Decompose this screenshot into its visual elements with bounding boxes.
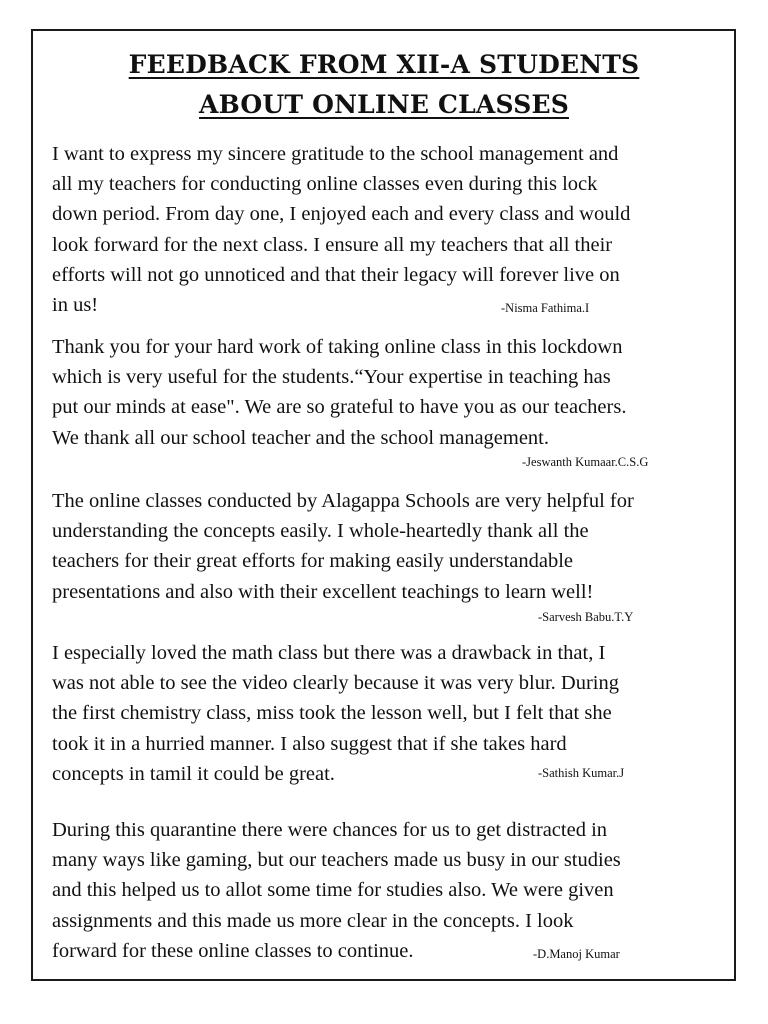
feedback-line: I want to express my sincere gratitude to the school management and (52, 143, 619, 165)
feedback-signature-2: -Jeswanth Kumaar.C.S.G (522, 455, 649, 469)
feedback-line: efforts will not go unnoticed and that their legacy will forever live on (52, 263, 620, 286)
feedback-line: concepts in tamil it could be great. (52, 762, 335, 785)
feedback-line: all my teachers for conducting online classes even during this lock (52, 173, 598, 196)
feedback-line: took it in a hurried manner. I also suggest that if she takes hard (52, 732, 567, 755)
feedback-line: teachers for their great efforts for making easily understandable (52, 550, 574, 573)
feedback-line: down period. From day one, I enjoyed each and every class and would (52, 203, 631, 226)
feedback-line: which is very useful for the students.“Your expertise in teaching has (52, 366, 611, 389)
feedback-line: put our minds at ease". We are so grateful to have you as our teachers. (52, 396, 627, 419)
feedback-line: in us! (52, 293, 99, 316)
feedback-line: Thank you for your hard work of taking online class in this lockdown (52, 336, 623, 358)
feedback-line: I especially loved the math class but there was a drawback in that, I (52, 642, 606, 664)
feedback-line: look forward for the next class. I ensure all my teachers that all their (52, 233, 613, 256)
feedback-signature-4: -Sathish Kumar.J (538, 766, 625, 780)
feedback-line: the first chemistry class, miss took the lesson well, but I felt that she (52, 702, 612, 725)
feedback-signature-1: -Nisma Fathima.I (501, 301, 590, 315)
feedback-line: understanding the concepts easily. I whole-heartedly thank all the (52, 520, 589, 543)
page-title-line-1: FEEDBACK FROM XII-A STUDENTS (128, 50, 640, 79)
feedback-signature-5: -D.Manoj Kumar (533, 947, 620, 961)
feedback-line: forward for these online classes to continue. (52, 939, 414, 962)
feedback-paragraph-5 (52, 815, 720, 966)
feedback-line: We thank all our school teacher and the school management. (52, 426, 550, 449)
feedback-paragraph-2 (52, 332, 720, 453)
feedback-line: assignments and this made us more clear in the concepts. I look (52, 909, 574, 932)
feedback-line: many ways like gaming, but our teachers made us busy in our studies (52, 849, 621, 872)
feedback-paragraph-1 (52, 139, 720, 320)
feedback-signature-3: -Sarvesh Babu.T.Y (538, 610, 634, 624)
feedback-line: was not able to see the video clearly because it was very blur. During (52, 672, 619, 695)
feedback-line: During this quarantine there were chances for us to get distracted in (52, 819, 608, 841)
feedback-line: The online classes conducted by Alagappa Schools are very helpful for (52, 490, 634, 512)
feedback-line: presentations and also with their excellent teachings to learn well! (52, 580, 594, 603)
feedback-line: and this helped us to allot some time for studies also. We were given (52, 879, 614, 902)
page-title-line-2: ABOUT ONLINE CLASSES (199, 90, 569, 119)
feedback-paragraph-3 (52, 486, 720, 607)
